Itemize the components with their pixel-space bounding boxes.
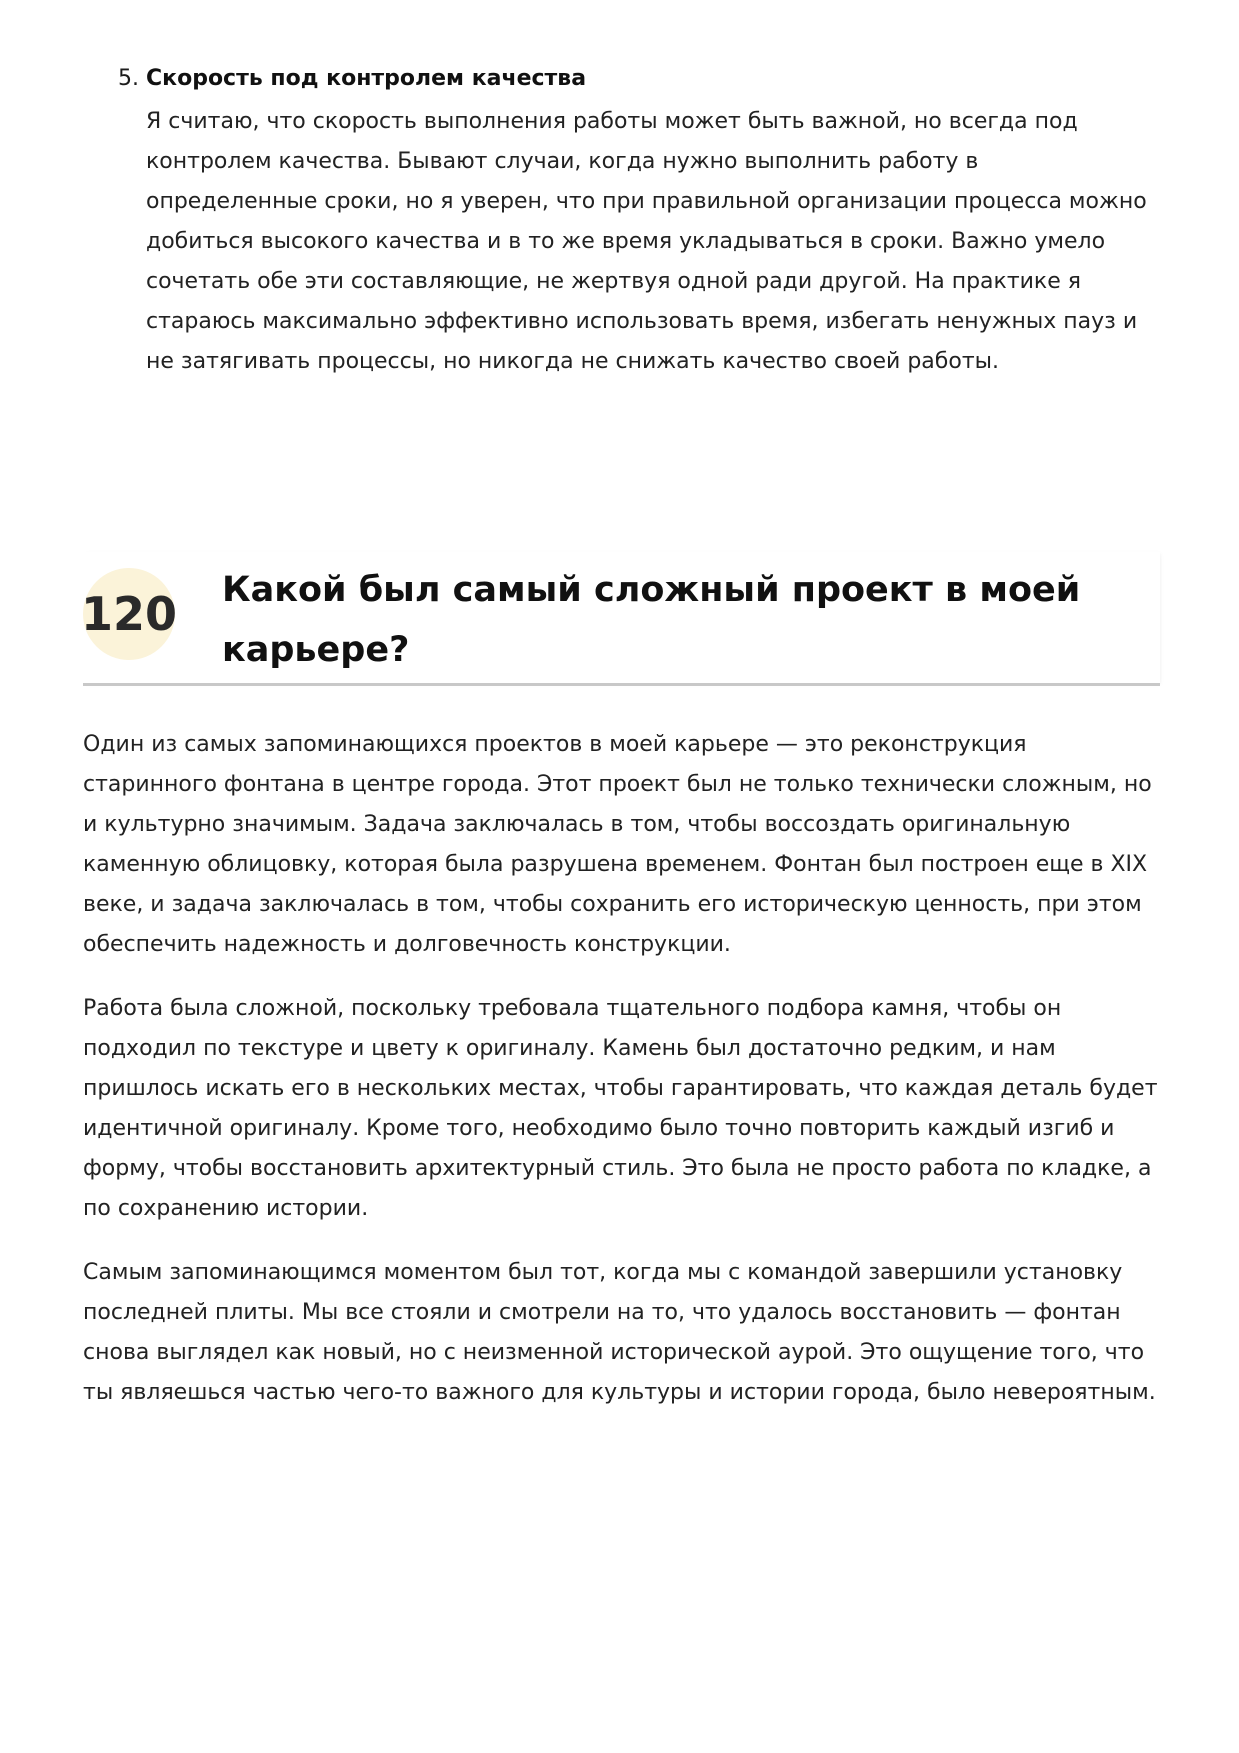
list-item-body: Я считаю, что скорость выполнения работы может быть важной, но всегда под контролем качества. Бывают случаи, когда нужно выполнить работу в определенные сроки, но я уверен, что при правильной организации процесса можно добиться высокого качества и в то же время укладываться в сроки. Важно умело сочетать обе эти составляющие, не жертвуя одной ради другой. На практике я стараюсь максимально эффективно использовать время, избегать ненужных пауз и не затягивать процессы, но никогда не снижать качество своей работы. bbox=[146, 109, 1147, 374]
paragraph: Один из самых запоминающихся проектов в моей карьере — это реконструкция старинного фонтана в центре города. Этот проект был не только технически сложным, но и культурно значимым. Задача заключалась в том, чтобы воссоздать оригинальную каменную облицовку, которая была разрушена временем. Фонтан был построен еще в XIX веке, и задача заключалась в том, чтобы сохранить его историческую ценность, при этом обеспечить надежность и долговечность конструкции. bbox=[83, 732, 1152, 957]
paragraph: Самым запоминающимся моментом был тот, когда мы с командой завершили установку последней плиты. Мы все стояли и смотрели на то, что удалось восстановить — фонтан снова выглядел как новый, но с неизменной исторической аурой. Это ощущение того, что ты являешься частью чего-то важного для культуры и истории города, было невероятным. bbox=[83, 1260, 1156, 1405]
section-number-badge bbox=[80, 568, 178, 660]
section-number: 120 bbox=[80, 587, 178, 641]
section-title: Какой был самый сложный проект в моей карьере? bbox=[222, 570, 1081, 670]
list-item-number: 5. bbox=[118, 66, 139, 91]
section-content bbox=[83, 725, 1163, 1437]
section-header bbox=[80, 552, 1160, 686]
paragraph: Работа была сложной, поскольку требовала тщательного подбора камня, чтобы он подходил по текстуре и цвету к оригиналу. Камень был достаточно редким, и нам пришлось искать его в нескольких местах, чтобы гарантировать, что каждая деталь будет идентичной оригиналу. Кроме того, необходимо было точно повторить каждый изгиб и форму, чтобы восстановить архитектурный стиль. Это была не просто работа по кладке, а по сохранению истории. bbox=[83, 996, 1158, 1221]
list-item-title: Скорость под контролем качества bbox=[146, 66, 587, 91]
